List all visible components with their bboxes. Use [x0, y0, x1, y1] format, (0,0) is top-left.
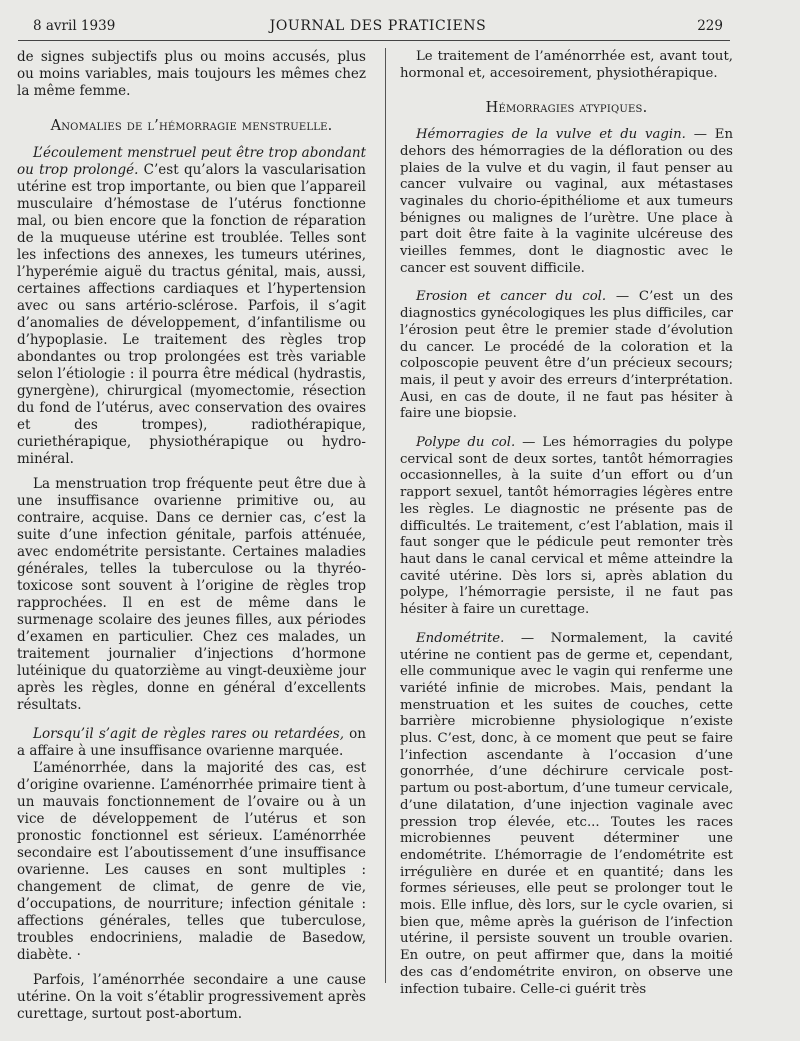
paragraph — [400, 631, 733, 998]
paragraph-body: C’est qu’alors la vascularisation utérine est trop importante, ou bien que l’appareil musculaire d’hémostase de l’utérus fonctionne mal, ou bien encore que la fonction de réparation de la muqueuse utérine est troublée. Telles sont les infections des annexes, les tumeurs utérines, l’hyperémie aiguë du tractus génital, mais, aussi, certaines affections cardiaques et l’hypertension avec ou sans artério-sclérose. Parfois, il s’agit d’anomalies de développement, d’infantilisme ou d’hypoplasie. Le traitement des règles trop abondantes ou trop prolongées est très variable selon l’étiologie : il pourra être médical (hydrastis, gynergène), chirurgical (myomectomie, résection du fond de l’utérus, avec conservation des ovaires et des trompes), radiothérapique, curiethérapique, physiothérapique ou hydro-minéral. — [17, 162, 366, 467]
section-heading: Hémorragies atypiques. — [485, 100, 648, 117]
paragraph-body: — C’est un des diagnostics gynécologiques les plus difficiles, car l’érosion peut être le premier stade d’évolution du cancer. Le procédé de la coloration et la colposcopie peuvent être d’un précieux secours; mais, il peut y avoir des erreurs d’interprétation. Ausi, en cas de doute, il ne faut pas hésiter à faire une biopsie. — [400, 289, 733, 422]
paragraph-body: — Les hémorragies du polype cervical sont de deux sortes, tantôt hémorragies occasionnelles, à la suite d’un effort ou d’un rapport sexuel, tantôt hémorragies légères entre les règles. Le diagnostic ne présente pas de difficultés. Le traitement, c’est l’ablation, mais il faut songer que le pédicule peut remonter très haut dans le canal cervical et même atteindre la cavité utérine. Dès lors si, après ablation du polype, l’hémorragie persiste, il ne faut pas hésiter à faire un curettage. — [400, 435, 733, 618]
paragraph-lead-italic: L’écoulement menstruel peut être trop abondant ou trop prolongé. — [17, 145, 366, 178]
issue-date: 8 avril 1939 — [33, 18, 116, 34]
paragraph-lead-italic: Polype du col. — [416, 435, 516, 451]
paragraph-lead-italic: Lorsqu’il s’agit de règles rares ou retardées, — [33, 726, 345, 742]
left-column — [17, 49, 366, 1023]
paragraph — [400, 435, 733, 619]
paragraph: de signes subjectifs plus ou moins accusés, plus ou moins variables, mais toujours les mêmes chez la même femme. — [17, 49, 366, 99]
paragraph — [400, 127, 733, 277]
paragraph-lead-italic: Erosion et cancer du col. — [416, 289, 607, 305]
paragraph-lead-italic: Endométrite. — [416, 630, 505, 646]
paragraph — [17, 726, 366, 760]
paragraph: La menstruation trop fréquente peut être due à une insuffisance ovarienne primitive ou, au contraire, acquise. Dans ce dernier cas, c’est la suite d’une infection génitale, parfois atténuée, avec endométrite persistante. Certaines maladies générales, telles la tuberculose ou la thyréo-toxicose sont souvent à l’origine de règles trop rapprochées. Il en est de même dans le surmenage scolaire des jeunes filles, aux périodes d’examen en particulier. Chez ces malades, un traitement journalier d’injections d’hormone lutéinique du quatorzième au vingt-deuxième jour après les règles, donne en général d’excellents résultats. — [17, 476, 366, 713]
journal-title: JOURNAL DES PRATICIENS — [269, 18, 487, 34]
paragraph-body: — Normalement, la cavité utérine ne contient pas de germe et, cependant, elle communique avec le vagin qui renferme une variété infinie de microbes. Mais, pendant la menstruation et les suites de couches, cette barrière microbienne physiologique n’existe plus. C’est, donc, à ce moment que peut se faire l’infection ascendante à l’occasion d’une gonorrhée, d’une déchirure cervicale post-partum ou post-abortum, d’une tumeur cervicale, d’une dilatation, d’une injection vaginale avec pression trop élevée, etc... Toutes les races microbiennes peuvent déterminer une endométrite. L’hémorragie de l’endométrite est irrégulière en durée et en quantité; dans les formes sérieuses, elle peut se prolonger tout le mois. Elle influe, dès lors, sur le cycle ovarien, si bien que, même après la guérison de l’infection utérine, il persiste souvent un trouble ovarien. En outre, on peut affirmer que, dans la moitié des cas d’endométrite environ, on observe une infection tubaire. Celle-ci guérit très — [400, 630, 733, 997]
right-column — [400, 49, 733, 998]
section-heading: Anomalies de l’hémorragie menstruelle. — [50, 118, 333, 134]
paragraph-lead-italic: Hémorragies de la vulve et du vagin. — [416, 127, 686, 143]
paragraph: Le traitement de l’aménorrhée est, avant tout, hormonal et, accesoirement, physiothérapique. — [400, 49, 733, 81]
page-number: 229 — [697, 18, 723, 34]
paragraph-body: — En dehors des hémorragies de la défloration ou des plaies de la vulve et du vagin, il faut penser au cancer vulvaire ou vaginal, aux métastases vaginales du chorio-épithéliome et aux tumeurs bénignes ou malignes de l’urètre. Une place à part doit être faite à la vaginite ulcéreuse des vieilles femmes, dont le diagnostic avec le cancer est souvent difficile. — [400, 127, 733, 276]
paragraph — [400, 289, 733, 423]
header-rule — [18, 40, 730, 41]
column-rule — [385, 48, 386, 983]
paragraph: L’aménorrhée, dans la majorité des cas, est d’origine ovarienne. L’aménorrhée primaire tient à un mauvais fonctionnement de l’ovaire ou à un vice de développement de l’utérus et son pronostic fonctionnel est sérieux. L’aménorrhée secondaire est l’aboutissement d’une insuffisance ovarienne. Les causes en sont multiples : changement de climat, de genre de vie, d’occupations, de nourriture; infection génitale : affections générales, telles que tuberculose, troubles endocriniens, maladie de Basedow, diabète. · — [17, 760, 366, 963]
paragraph-body: on a affaire à une insuffisance ovarienne marquée. — [17, 726, 366, 759]
page-header — [33, 14, 723, 36]
paragraph — [17, 145, 366, 468]
paragraph: Parfois, l’aménorrhée secondaire a une cause utérine. On la voit s’établir progressivement après curettage, surtout post-abortum. — [17, 972, 366, 1022]
